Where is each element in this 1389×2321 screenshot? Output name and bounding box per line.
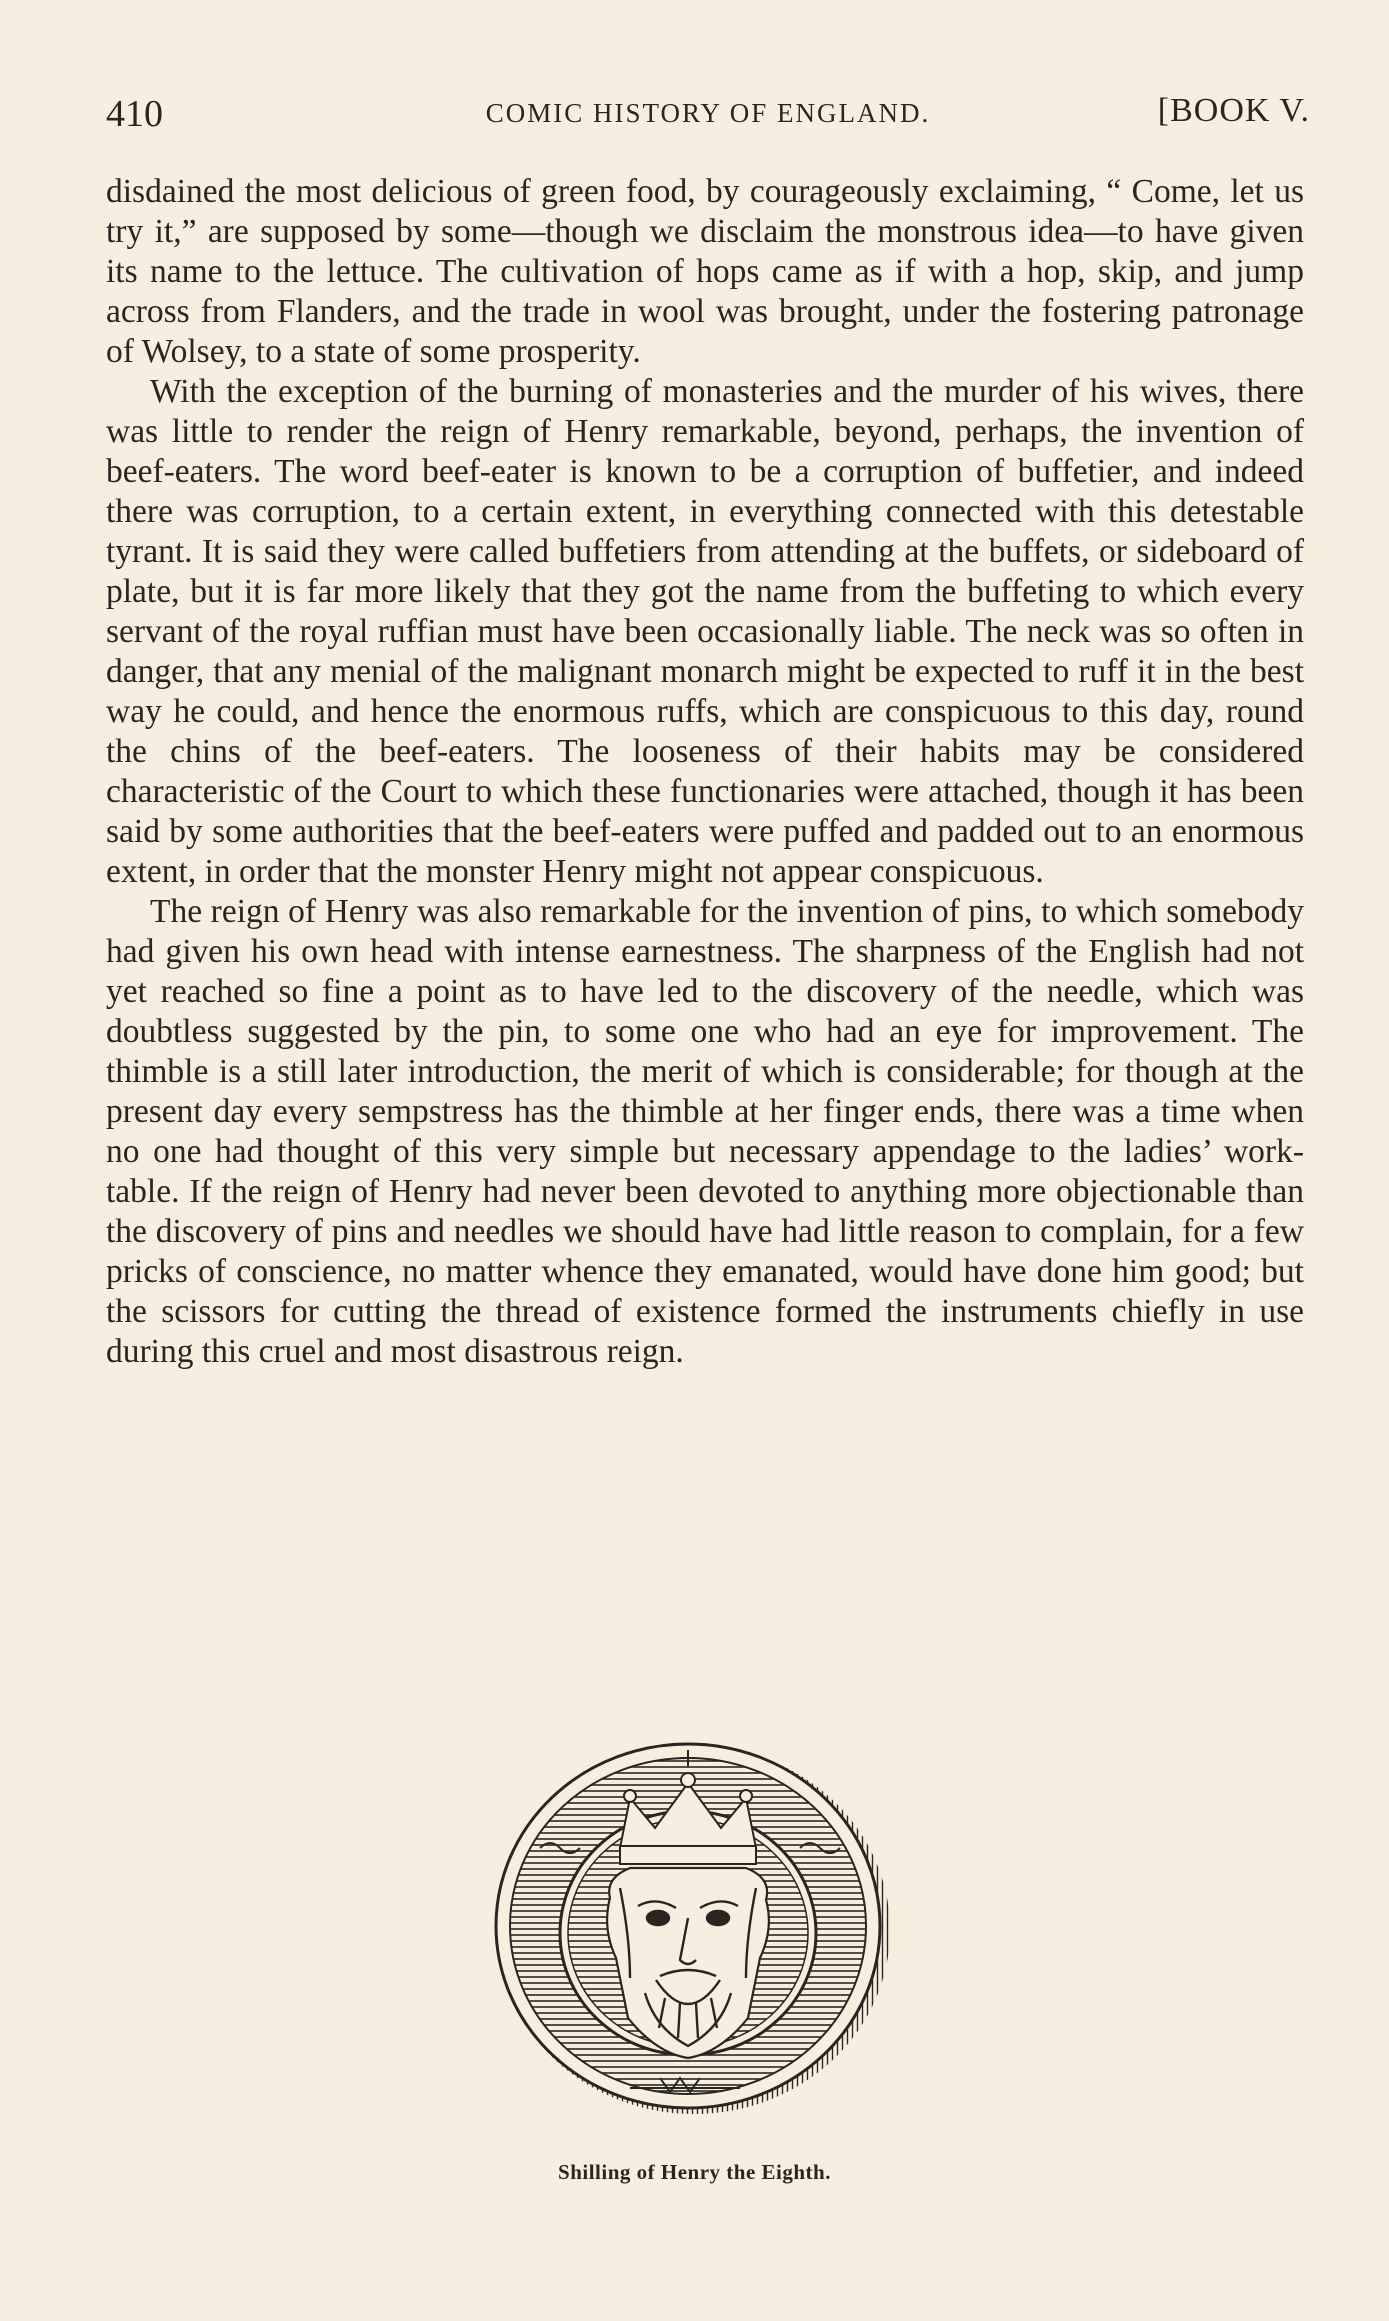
coin-engraving [480, 1728, 916, 2118]
shilling-illustration [480, 1728, 916, 2118]
paragraph-3: The reign of Henry was also remarkable for the invention of pins, to which somebody had given his own head with intense earnestness. The sharpness of the English had not yet reached so fine a point as to have led to the discovery of the needle, which was doubtless suggested by the pin, to some one who had an eye for improvement. The thimble is a still later introduction, the merit of which is considerable; for though at the present day every sempstress has the thimble at her finger ends, there was a time when no one had thought of this very simple but necessary appendage to the ladies’ work-table. If the reign of Henry had never been devoted to anything more objectionable than the discovery of pins and needles we should have had little reason to complain, for a few pricks of conscience, no matter whence they emanated, would have done him good; but the scissors for cutting the thread of existence formed the instruments chiefly in use during this cruel and most disastrous reign. [106, 893, 1304, 1370]
paragraph-1: disdained the most delicious of green food, by courageously exclaiming, “ Come, let us try it,” are supposed by some—though we disclaim the monstrous idea—to have given its name to the lettuce. The cultivation of hops came as if with a hop, skip, and jump across from Flanders, and the trade in wool was brought, under the fostering patronage of Wolsey, to a state of some prosperity. [106, 173, 1304, 370]
body-text [106, 172, 1304, 1372]
page-header [106, 92, 1310, 142]
running-title: COMIC HISTORY OF ENGLAND. [485, 98, 931, 128]
figure-caption: Shilling of Henry the Eighth. [558, 2160, 831, 2184]
page-number: 410 [106, 93, 163, 135]
paragraph-2: With the exception of the burning of monasteries and the murder of his wives, there was little to render the reign of Henry remarkable, beyond, perhaps, the invention of beef-eaters. The word beef-eater is known to be a corruption of buffetier, and indeed there was corruption, to a certain extent, in everything connected with this detestable tyrant. It is said they were called buffetiers from attending at the buffets, or sideboard of plate, but it is far more likely that they got the name from the buffeting to which every servant of the royal ruffian must have been occasionally liable. The neck was so often in danger, that any menial of the malignant monarch might be expected to ruff it in the best way he could, and hence the enormous ruffs, which are conspicuous to this day, round the chins of the beef-eaters. The looseness of their habits may be considered characteristic of the Court to which these functionaries were attached, though it has been said by some authorities that the beef-eaters were puffed and padded out to an enormous extent, in order that the monster Henry might not appear conspicuous. [106, 373, 1304, 890]
book-reference: [BOOK V. [1157, 92, 1310, 129]
